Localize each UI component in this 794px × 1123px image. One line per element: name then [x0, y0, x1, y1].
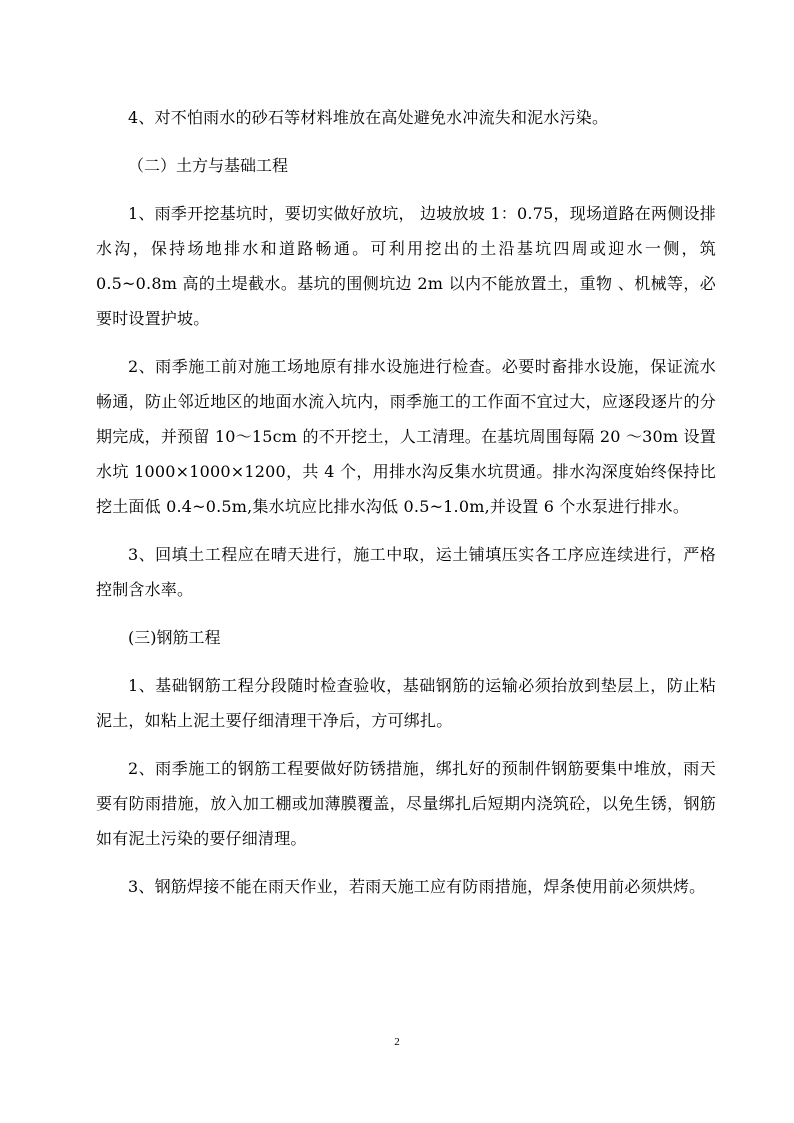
paragraph-pit-excavation: 1、雨季开挖基坑时，要切实做好放坑， 边坡放坡 1：0.75，现场道路在两侧设排水沟，保持场地排水和道路畅通。可利用挖出的土沿基坑四周或迎水一侧，筑 0.5~0.8m 高的土堤截水。基坑的围侧坑边 2m 以内不能放置土，重物 、机械等，必要时设置护坡。 — [96, 204, 716, 328]
paragraph-drainage-check: 2、雨季施工前对施工场地原有排水设施进行检查。必要时畜排水设施，保证流水畅通，防止邻近地区的地面水流入坑内，雨季施工的工作面不宜过大，应逐段逐片的分期完成，并预留 10～15cm 的不开挖土，人工清理。在基坑周围每隔 20 ～30m 设置水坑 1000×1000×1200，共 4 个，用排水沟反集水坑贯通。排水沟深度始终保持比挖土面低 0.4~0.5m,集水坑应比排水沟低 0.5~1.0m,并设置 6 个水泵进行排水。 — [96, 357, 716, 516]
document-body — [96, 100, 716, 917]
section-heading-earthwork: （二）土方与基础工程 — [128, 156, 289, 175]
paragraph-rebar-welding: 3、钢筋焊接不能在雨天作业，若雨天施工应有防雨措施，焊条使用前必须烘烤。 — [128, 877, 706, 896]
page-number: 2 — [394, 1036, 400, 1048]
paragraph-backfill: 3、回填土工程应在晴天进行，施工中取，运土铺填压实各工序应连续进行，严格控制含水率。 — [96, 545, 716, 599]
paragraph-rebar-inspection: 1、基础钢筋工程分段随时检查验收，基础钢筋的运输必须抬放到垫层上，防止粘泥土，如粘上泥土要仔细清理干净后，方可绑扎。 — [96, 676, 716, 730]
paragraph-rebar-rust-prevention: 2、雨季施工的钢筋工程要做好防锈措施，绑扎好的预制件钢筋要集中堆放，雨天要有防雨措施，放入加工棚或加薄膜覆盖，尽量绑扎后短期内浇筑砼，以免生锈，钢筋如有泥土污染的要仔细清理。 — [96, 759, 716, 848]
section-heading-rebar: (三)钢筋工程 — [128, 628, 221, 647]
paragraph-material-storage: 4、对不怕雨水的砂石等材料堆放在高处避免水冲流失和泥水污染。 — [128, 108, 609, 127]
